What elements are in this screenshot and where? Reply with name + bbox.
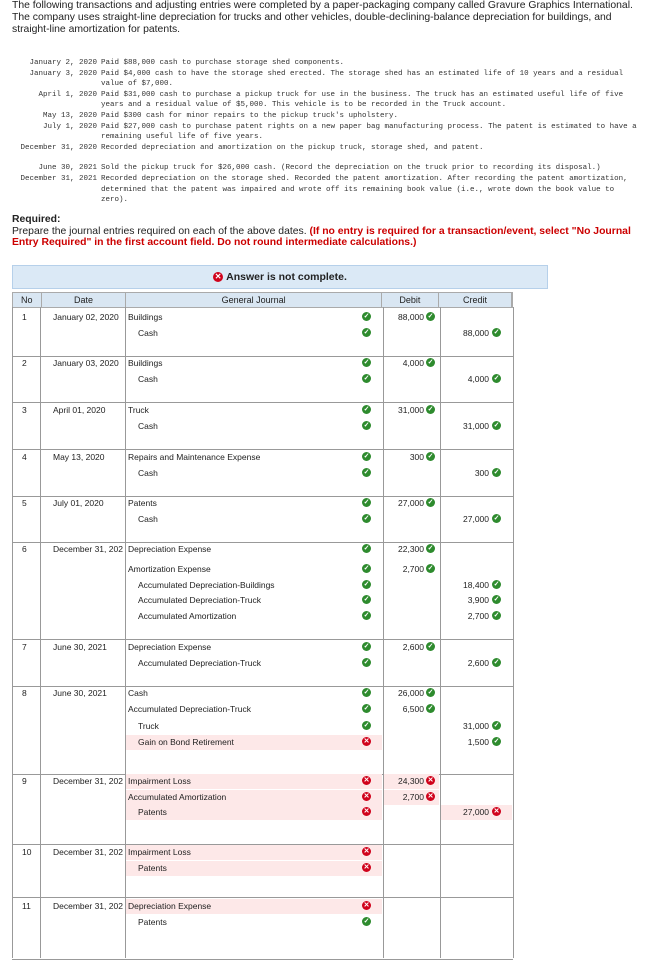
entry-separator — [12, 402, 513, 403]
column-divider — [12, 307, 13, 958]
entry-number: 8 — [22, 688, 27, 698]
debit-field[interactable]: 24,300 — [398, 776, 424, 786]
cross-icon: ✕ — [427, 777, 434, 784]
header-journal: General Journal — [126, 293, 381, 307]
problem-intro: The following transactions and adjusting entries were completed by a paper-packaging company called Gravure Graphics International. The company uses straight-line depreciation for trucks and other vehicles, double-declining-balance depreciation for buildings, and straight-line amortization for patents. — [12, 0, 633, 35]
transaction-text: Paid $31,000 cash to purchase a pickup truck for use in the business. The truck has an estimated useful life of five years and a residual value of $5,000. This vehicle is to be recorded in the Truck account. — [101, 90, 624, 110]
transaction-text: Paid $300 cash for minor repairs to the pickup truck's upholstery. — [101, 111, 399, 120]
entry-separator — [12, 356, 513, 357]
check-icon: ✓ — [493, 611, 500, 619]
account-field[interactable]: Patents — [138, 862, 167, 873]
check-icon: ✓ — [427, 689, 434, 696]
cross-icon: ✕ — [363, 792, 370, 800]
entry-date[interactable]: July 01, 2020 — [53, 498, 104, 508]
credit-field[interactable]: 300 — [474, 467, 489, 478]
transaction-date: December 31, 2020 — [20, 143, 97, 152]
entry-separator — [12, 897, 513, 898]
check-icon: ✓ — [427, 406, 434, 413]
check-icon: ✓ — [493, 722, 500, 730]
account-field[interactable]: Depreciation Expense — [128, 642, 212, 652]
check-icon: ✓ — [427, 313, 434, 320]
account-field[interactable]: Accumulated Amortization — [138, 610, 237, 621]
check-icon: ✓ — [493, 737, 500, 745]
entry-separator — [12, 542, 513, 543]
account-field[interactable]: Depreciation Expense — [128, 901, 212, 911]
cross-icon: ✕ — [363, 777, 370, 784]
account-field[interactable]: Patents — [128, 498, 157, 508]
credit-field[interactable]: 2,700 — [467, 610, 489, 621]
column-divider — [383, 307, 384, 958]
account-field[interactable]: Cash — [128, 688, 148, 698]
account-field[interactable]: Cash — [138, 467, 158, 478]
debit-field[interactable]: 31,000 — [398, 405, 424, 415]
entry-date[interactable]: May 13, 2020 — [53, 452, 105, 462]
entry-number: 5 — [22, 498, 27, 508]
cross-icon: ✕ — [214, 272, 222, 281]
header-no: No — [13, 293, 42, 307]
account-field[interactable]: Depreciation Expense — [128, 544, 212, 554]
entry-number: 7 — [22, 642, 27, 652]
transaction-date: January 3, 2020 — [29, 69, 97, 78]
credit-field[interactable]: 1,500 — [467, 736, 489, 747]
entry-number: 1 — [22, 312, 27, 322]
transaction-date: May 13, 2020 — [42, 111, 97, 120]
debit-field[interactable]: 2,700 — [402, 791, 424, 802]
account-field[interactable]: Accumulated Amortization — [128, 791, 227, 802]
account-field[interactable]: Cash — [138, 327, 158, 338]
check-icon: ✓ — [363, 374, 370, 382]
check-icon: ✓ — [493, 328, 500, 336]
entry-separator — [12, 686, 513, 687]
required-label: Required: — [12, 214, 61, 225]
account-field[interactable]: Amortization Expense — [128, 564, 211, 574]
check-icon: ✓ — [363, 421, 370, 429]
transaction-text: Recorded depreciation and amortization on the pickup truck, storage shed, and patent. — [101, 143, 484, 152]
check-icon: ✓ — [493, 468, 500, 476]
transaction-date: July 1, 2020 — [42, 122, 97, 131]
entry-number: 11 — [22, 901, 31, 911]
check-icon: ✓ — [427, 359, 434, 366]
check-icon: ✓ — [493, 596, 500, 604]
transaction-row — [0, 163, 653, 174]
debit-field[interactable]: 2,600 — [402, 642, 424, 652]
cross-icon: ✕ — [363, 737, 370, 745]
entry-separator — [12, 639, 513, 640]
account-field[interactable]: Accumulated Depreciation-Truck — [128, 703, 251, 714]
entry-number: 2 — [22, 358, 27, 368]
transaction-row — [0, 69, 653, 90]
check-icon: ✓ — [363, 643, 370, 650]
transaction-row — [0, 58, 653, 69]
debit-field[interactable]: 22,300 — [398, 544, 424, 554]
transaction-text: Paid $88,000 cash to purchase storage shed components. — [101, 59, 345, 67]
entry-date[interactable]: December 31, 202 — [53, 901, 123, 911]
debit-field[interactable]: 88,000 — [398, 312, 424, 322]
required-section — [12, 214, 642, 249]
check-icon: ✓ — [363, 468, 370, 476]
transaction-row — [0, 111, 653, 122]
required-text: Prepare the journal entries required on each of the above dates. — [12, 225, 307, 237]
check-icon: ✓ — [363, 658, 370, 666]
account-field[interactable]: Accumulated Depreciation-Truck — [138, 657, 261, 668]
required-note: (If no entry is required for a transaction/event, select "No Journal Entry Required" in the first account field. Do not round intermediate calculations.) — [12, 225, 631, 248]
debit-field[interactable]: 6,500 — [402, 703, 424, 714]
check-icon: ✓ — [363, 704, 370, 712]
check-icon: ✓ — [427, 704, 434, 712]
transaction-row — [0, 174, 653, 206]
account-field[interactable]: Cash — [138, 513, 158, 524]
entry-number: 9 — [22, 776, 27, 786]
account-field[interactable]: Gain on Bond Retirement — [138, 736, 234, 747]
check-icon: ✓ — [493, 580, 500, 588]
check-icon: ✓ — [493, 658, 500, 666]
entry-date[interactable]: April 01, 2020 — [53, 405, 106, 415]
entry-number: 3 — [22, 405, 27, 415]
check-icon: ✓ — [363, 545, 370, 552]
transaction-row — [0, 90, 653, 111]
account-field[interactable]: Impairment Loss — [128, 776, 191, 786]
header-date: Date — [42, 293, 127, 307]
debit-field[interactable]: 26,000 — [398, 688, 424, 698]
transaction-date: June 30, 2021 — [38, 164, 97, 173]
transaction-date: April 1, 2020 — [38, 90, 97, 99]
header-debit: Debit — [382, 293, 439, 307]
check-icon: ✓ — [363, 406, 370, 413]
transaction-text: Paid $27,000 cash to purchase patent rights on a new paper bag manufacturing process. The patent is estimated to have a remaining useful life of five years. — [101, 122, 637, 142]
credit-field[interactable]: 27,000 — [463, 513, 489, 524]
answer-status-banner — [12, 265, 548, 289]
entry-date[interactable]: December 31, 202 — [53, 544, 123, 554]
credit-field[interactable]: 18,400 — [463, 579, 489, 590]
check-icon: ✓ — [363, 313, 370, 320]
transaction-date: January 2, 2020 — [29, 59, 97, 67]
transaction-text: Recorded depreciation on the storage shed. Recorded the patent amortization. After recording the patent amortization, determined that the patent was impaired and wrote off its remaining book value (i.e., wrote down the book value to zero). — [101, 174, 628, 205]
account-field[interactable]: Accumulated Depreciation-Buildings — [138, 579, 275, 590]
credit-field[interactable]: 31,000 — [463, 721, 489, 732]
account-field[interactable]: Cash — [138, 420, 158, 431]
transaction-date: December 31, 2021 — [20, 174, 97, 183]
credit-field[interactable]: 27,000 — [463, 807, 489, 818]
entry-number: 6 — [22, 544, 27, 554]
entry-separator — [12, 449, 513, 450]
check-icon: ✓ — [363, 580, 370, 588]
check-icon: ✓ — [427, 643, 434, 650]
check-icon: ✓ — [363, 565, 370, 572]
check-icon: ✓ — [363, 917, 370, 925]
cross-icon: ✕ — [363, 808, 370, 816]
transaction-row — [0, 143, 653, 154]
transaction-list — [0, 58, 653, 206]
entry-date[interactable]: January 03, 2020 — [53, 358, 119, 368]
cross-icon: ✕ — [363, 848, 370, 855]
entry-date[interactable]: June 30, 2021 — [53, 642, 107, 652]
check-icon: ✓ — [427, 545, 434, 552]
account-field[interactable]: Patents — [138, 916, 167, 927]
entry-date[interactable]: December 31, 202 — [53, 847, 123, 857]
credit-field[interactable]: 2,600 — [467, 657, 489, 668]
cross-icon: ✕ — [363, 902, 370, 909]
account-field[interactable]: Cash — [138, 373, 158, 384]
check-icon: ✓ — [363, 453, 370, 460]
transaction-text: Paid $4,000 cash to have the storage shed erected. The storage shed has an estimated life of 10 years and a residual value of $7,000. — [101, 69, 624, 89]
check-icon: ✓ — [427, 453, 434, 460]
entry-separator — [12, 959, 513, 960]
transaction-text: Sold the pickup truck for $26,000 cash. (Record the depreciation on the truck prior to recording its disposal.) — [101, 164, 601, 173]
account-field[interactable]: Truck — [128, 405, 149, 415]
account-field[interactable]: Truck — [138, 721, 159, 732]
debit-field[interactable]: 300 — [409, 452, 424, 462]
entry-separator — [12, 496, 513, 497]
check-icon: ✓ — [363, 722, 370, 730]
column-divider — [440, 307, 441, 958]
check-icon: ✓ — [363, 499, 370, 506]
check-icon: ✓ — [363, 328, 370, 336]
check-icon: ✓ — [363, 359, 370, 366]
account-field[interactable]: Impairment Loss — [128, 847, 191, 857]
entry-date[interactable]: December 31, 202 — [53, 776, 123, 786]
header-credit: Credit — [439, 293, 512, 307]
check-icon: ✓ — [493, 514, 500, 522]
check-icon: ✓ — [363, 514, 370, 522]
entry-date[interactable]: January 02, 2020 — [53, 312, 119, 322]
credit-field[interactable]: 4,000 — [467, 373, 489, 384]
column-divider — [40, 307, 41, 958]
check-icon: ✓ — [427, 499, 434, 506]
credit-field[interactable]: 3,900 — [467, 595, 489, 606]
check-icon: ✓ — [427, 565, 434, 572]
cross-icon: ✕ — [493, 808, 500, 816]
account-field[interactable]: Buildings — [128, 312, 163, 322]
account-field[interactable]: Accumulated Depreciation-Truck — [138, 595, 261, 606]
check-icon: ✓ — [493, 374, 500, 382]
credit-field[interactable]: 88,000 — [463, 327, 489, 338]
cross-icon: ✕ — [427, 792, 434, 800]
debit-field[interactable]: 4,000 — [402, 358, 424, 368]
entry-number: 4 — [22, 452, 27, 462]
column-divider — [513, 307, 514, 958]
entry-date[interactable]: June 30, 2021 — [53, 688, 107, 698]
entry-number: 10 — [22, 847, 32, 857]
transaction-row — [0, 122, 653, 143]
journal-header — [12, 292, 513, 308]
banner-text: Answer is not complete. — [226, 271, 347, 283]
debit-field[interactable]: 2,700 — [402, 564, 424, 574]
check-icon: ✓ — [363, 611, 370, 619]
account-field[interactable]: Patents — [138, 807, 167, 818]
cross-icon: ✕ — [363, 863, 370, 871]
credit-field[interactable]: 31,000 — [463, 420, 489, 431]
check-icon: ✓ — [363, 689, 370, 696]
account-field[interactable]: Repairs and Maintenance Expense — [128, 452, 261, 462]
check-icon: ✓ — [363, 596, 370, 604]
check-icon: ✓ — [493, 421, 500, 429]
debit-field[interactable]: 27,000 — [398, 498, 424, 508]
account-field[interactable]: Buildings — [128, 358, 163, 368]
